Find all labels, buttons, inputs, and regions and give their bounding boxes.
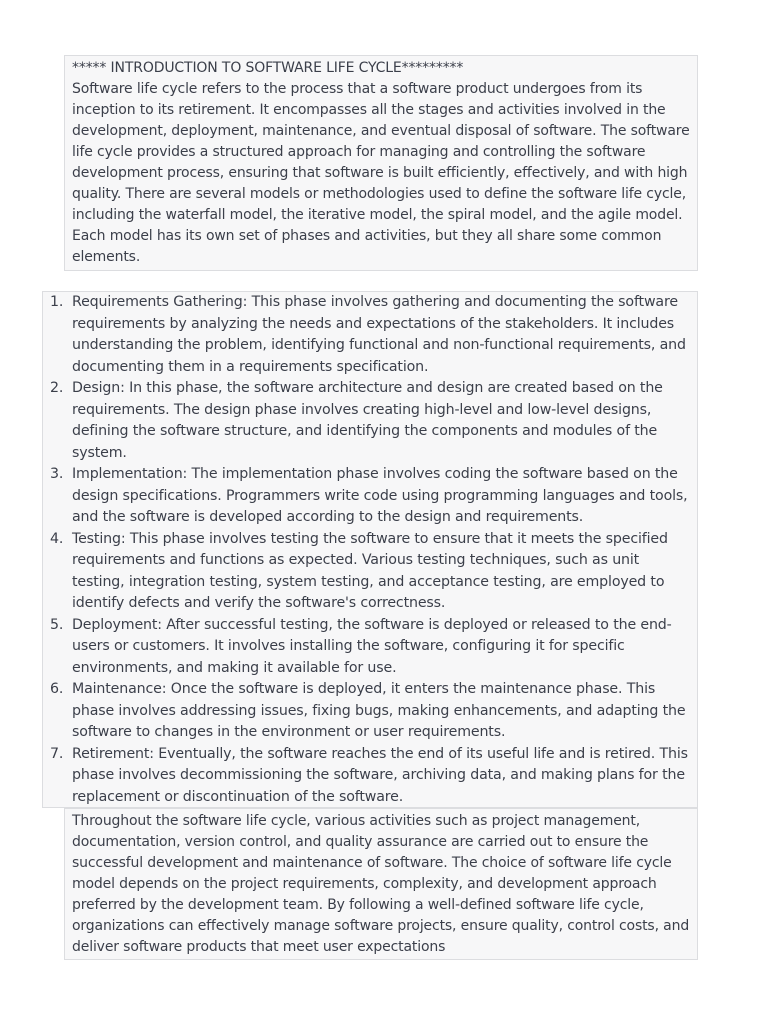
intro-section: [64, 55, 698, 271]
phase-text: Retirement: Eventually, the software reaches the end of its useful life and is retired. This phase involves decommissioning the software, archiving data, and making plans for the replacement or discontinuation of the software.: [72, 745, 688, 805]
phase-item-maintenance: [43, 679, 691, 744]
conclusion-section: [64, 808, 698, 960]
phase-text: Requirements Gathering: This phase involves gathering and documenting the software requirements by analyzing the needs and expectations of the stakeholders. It includes understanding the problem, identifying functional and non-functional requirements, and documenting them in a requirements specification.: [72, 294, 686, 375]
phase-item-design: [43, 378, 691, 464]
phase-number: 5.: [50, 616, 64, 633]
phase-number: 4.: [50, 530, 64, 547]
phase-item-deployment: [43, 615, 691, 680]
intro-title: ***** INTRODUCTION TO SOFTWARE LIFE CYCLE*********: [72, 60, 464, 76]
phase-text: Design: In this phase, the software architecture and design are created based on the requirements. The design phase involves creating high-level and low-level designs, defining the software structure, and identifying the components and modules of the system.: [72, 380, 663, 461]
phase-number: 6.: [50, 681, 64, 697]
phase-text: Deployment: After successful testing, the software is deployed or released to the end-users or customers. It involves installing the software, configuring it for specific environments, and making it available for use.: [72, 616, 672, 676]
conclusion-paragraph: Throughout the software life cycle, various activities such as project management, documentation, version control, and quality assurance are carried out to ensure the successful development and maintenance of software. The choice of software life cycle model depends on the project requirements, complexity, and development approach preferred by the development team. By following a well-defined software life cycle, organizations can effectively manage software projects, ensure quality, control costs, and deliver software products that meet user expectations: [72, 813, 690, 955]
phases-section: [42, 291, 698, 808]
phase-number: 7.: [50, 745, 64, 762]
phase-text: Maintenance: Once the software is deployed, it enters the maintenance phase. This phase involves addressing issues, fixing bugs, making enhancements, and adapting the software to changes in the environment or user requirements.: [72, 681, 686, 740]
phase-list: [43, 292, 691, 808]
phase-number: 2.: [50, 380, 64, 396]
phase-item-implementation: [43, 464, 691, 529]
phase-item-requirements: [43, 292, 691, 378]
intro-paragraph: Software life cycle refers to the process that a software product undergoes from its inception to its retirement. It encompasses all the stages and activities involved in the development, deployment, maintenance, and eventual disposal of software. The software life cycle provides a structured approach for managing and controlling the software development process, ensuring that software is built efficiently, effectively, and with high quality. There are several models or methodologies used to define the software life cycle, including the waterfall model, the iterative model, the spiral model, and the agile model. Each model has its own set of phases and activities, but they all share some common elements.: [72, 81, 690, 265]
phase-number: 1.: [50, 294, 64, 310]
phase-item-testing: [43, 529, 691, 615]
phase-item-retirement: [43, 744, 691, 809]
phase-number: 3.: [50, 466, 64, 482]
phase-text: Implementation: The implementation phase involves coding the software based on the design specifications. Programmers write code using programming languages and tools, and the software is developed according to the design and requirements.: [72, 466, 688, 525]
phase-text: Testing: This phase involves testing the software to ensure that it meets the specified requirements and functions as expected. Various testing techniques, such as unit testing, integration testing, system testing, and acceptance testing, are employed to identify defects and verify the software's correctness.: [72, 530, 668, 611]
